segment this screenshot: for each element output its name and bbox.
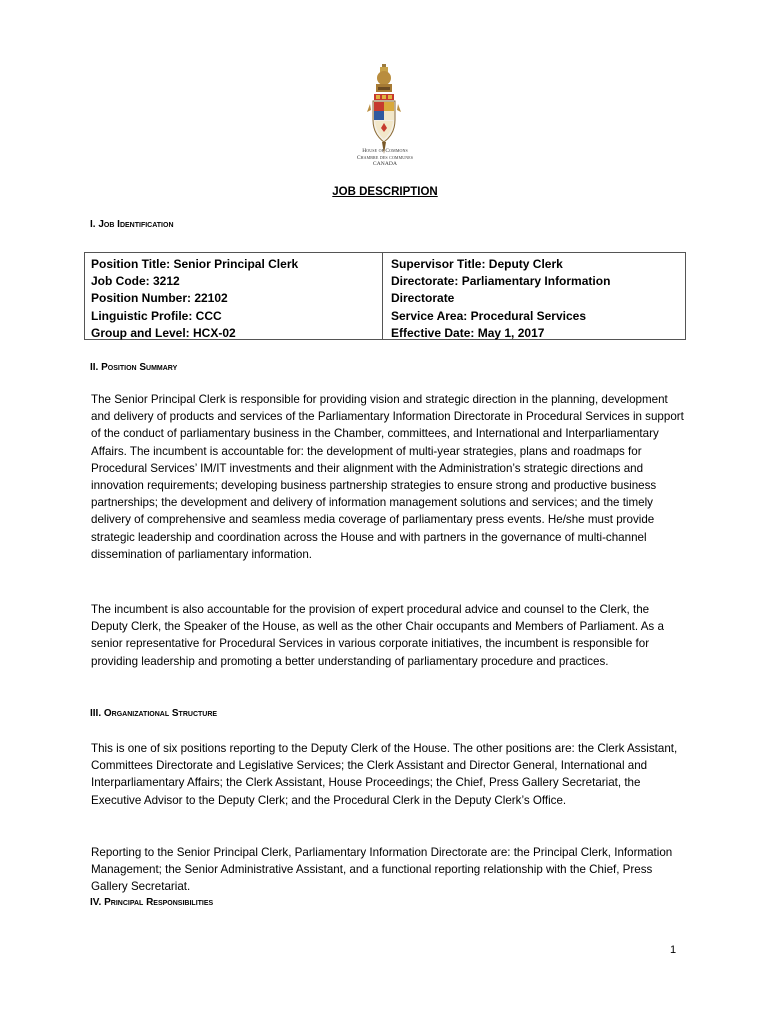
crest-caption-line: CANADA — [372, 161, 398, 167]
section-title: Principal Responsibilities — [104, 897, 214, 908]
directorate: Directorate: Parliamentary Information — [391, 274, 611, 289]
position-summary-paragraph-2: The incumbent is also accountable for the provision of expert procedural advice and counsel to the Clerk, the Deputy Clerk, the Speaker of the House, as well as the other Chair occupants and Members of Parliament. As a senior representative for Procedural Services in various corporate initiatives, the incumbent is responsible for providing leadership and promoting a better understanding of parliamentary procedure and practices. — [91, 603, 664, 668]
section-heading-principal-responsibilities — [90, 897, 213, 908]
section-title: Job Identification — [98, 219, 174, 230]
identification-right-column — [391, 256, 683, 342]
section-heading-job-identification — [90, 219, 174, 230]
page-number: 1 — [670, 944, 677, 956]
service-area: Service Area: Procedural Services — [391, 308, 587, 323]
table-divider — [382, 253, 383, 339]
identification-left-column — [91, 256, 379, 342]
section-heading-position-summary — [90, 362, 177, 373]
org-structure-paragraph-2: Reporting to the Senior Principal Clerk, Parliamentary Information Directorate are: the Principal Clerk, Information Management; the Senior Administrative Assistant, and a functional reporting relationship with the Chief, Press Gallery Secretariat. — [91, 846, 673, 894]
supervisor-title: Supervisor Title: Deputy Clerk — [391, 257, 563, 271]
position-number: Position Number: 22102 — [91, 291, 228, 306]
effective-date: Effective Date: May 1, 2017 — [391, 325, 545, 340]
org-structure-paragraph-1: This is one of six positions reporting to the Deputy Clerk of the House. The other positions are: the Clerk Assistant, Committees Directorate and Legislative Services; the Clerk Assistant and Director General, International and Interparliamentary Affairs; the Clerk Assistant, House Proceedings; the Chief, Press Gallery Secretariat, the Executive Advisor to the Deputy Clerk; and the Procedural Clerk in the Deputy Clerk’s Office. — [91, 742, 678, 807]
section-number: IV. — [90, 897, 102, 908]
section-title: Position Summary — [101, 362, 178, 373]
section-number: III. — [90, 708, 102, 719]
crest-caption-line: House of Commons — [362, 148, 408, 154]
job-identification-table — [84, 252, 686, 340]
job-code: Job Code: 3212 — [91, 274, 180, 289]
group-and-level: Group and Level: HCX-02 — [91, 325, 236, 340]
section-title: Organizational Structure — [103, 708, 218, 719]
position-title: Position Title: Senior Principal Clerk — [91, 257, 299, 271]
linguistic-profile: Linguistic Profile: CCC — [91, 308, 222, 323]
section-number: I. — [90, 219, 96, 230]
crest-caption — [330, 148, 440, 168]
section-number: II. — [90, 362, 99, 373]
section-heading-organizational-structure — [90, 708, 217, 719]
directorate-continued: Directorate — [391, 291, 455, 306]
position-summary-paragraph-1: The Senior Principal Clerk is responsible for providing vision and strategic direction in the planning, development and delivery of products and services of the Parliamentary Information Directorate in Procedural Services in support of the conduct of parliamentary business in the Chamber, committees, and International and Interparliamentary Affairs. The incumbent is accountable for: the development of multi-year strategies, plans and roadmaps for Procedural Services’ IM/IT investments and their alignment with the Administration’s strategic directions and innovation requirements; developing business partnership strategies to ensure strong and productive business partnerships; the development and delivery of information management solutions and services; and the timely delivery of comprehensive and seamless media coverage of parliamentary press events. He/she must provide strategic leadership and coordination across the House and with partners in the governance of multi-channel dissemination of parliamentary information. — [91, 393, 684, 561]
document-title: JOB DESCRIPTION — [332, 186, 438, 198]
house-of-commons-crest-icon — [362, 64, 406, 154]
crest-caption-line: Chambre des communes — [356, 154, 414, 161]
